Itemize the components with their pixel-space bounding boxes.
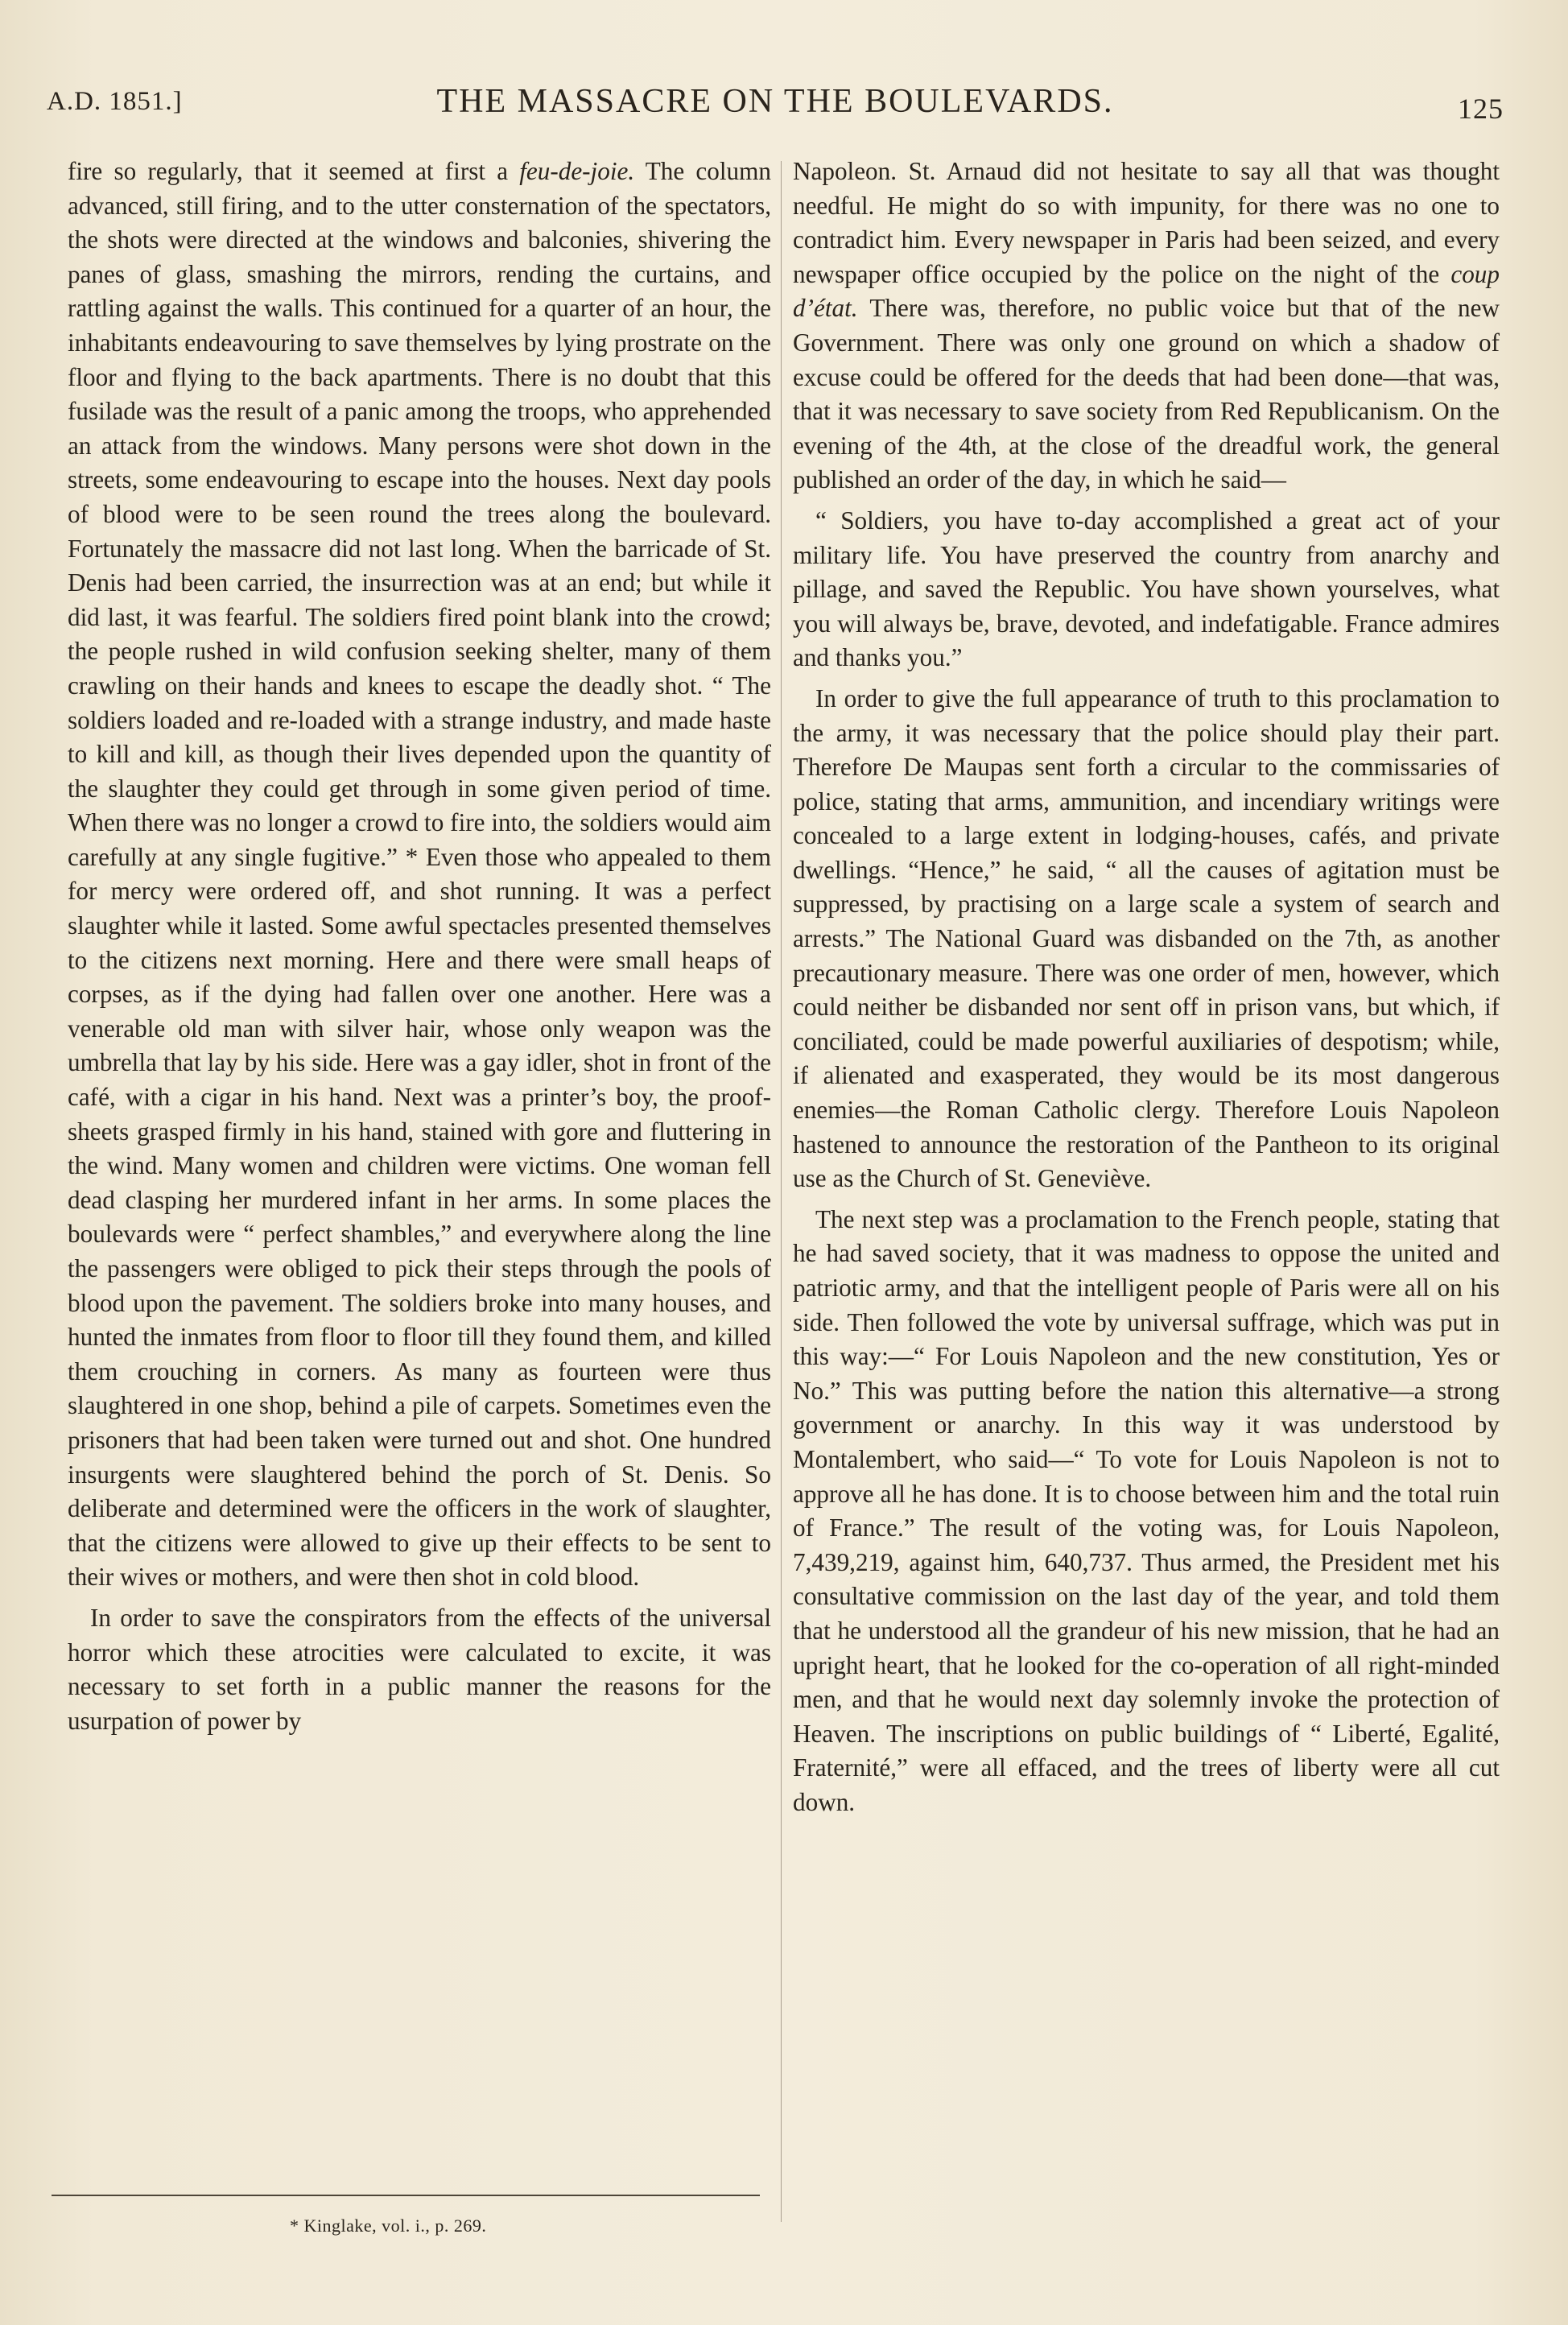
left-p1-text-b: The column advanced, still firing, and to the utter consternation of the spectators, the shots were directed at the windows and balconies, shivering the panes of glass, smashing the mirrors, rending the curtains, and rattling against the walls. This continued for a quarter of an hour, the inhabitants endeavouring to save themselves by lying prostrate on the floor and flying to the back apartments. There is no doubt that this fusilade was the result of a panic among the troops, who apprehended an attack from the windows. Many persons were shot down in the streets, some endeavouring to escape into the houses. Next day pools of blood were to be seen round the trees along the boulevard. Fortunately the massacre did not last long. When the barricade of St. Denis had been carried, the insurrection was at an end; but while it did last, it was fearful. The soldiers fired point blank into the crowd; the people rushed in wild confusion seeking shelter, many of them crawling on their hands and knees to escape the deadly shot. “ The soldiers loaded and re-loaded with a strange industry, and made haste to kill and kill, as though their lives depended upon the quantity of the slaughter they could get through in some given period of time. When there was no longer a crowd to fire into, the soldiers would aim carefully at any single fugitive.” * Even those who appealed to them for mercy were ordered off, and shot running. It was a perfect slaughter while it lasted. Some awful spectacles presented themselves to the citizens next morning. Here and there were small heaps of corpses, as if the dying had fallen over one another. Here was a venerable old man with silver hair, whose only weapon was the umbrella that lay by his side. Here was a gay idler, shot in front of the café, with a cigar in his hand. Next was a printer’s boy, the proof-sheets grasped firmly in his hand, stained with gore and fluttering in the wind. Many women and children were victims. One woman fell dead clasping her murdered infant in her arms. In some places the boulevards were “ perfect shambles,” and everywhere along the line the passengers were obliged to pick their steps through the pools of blood upon the pavement. The soldiers broke into many houses, and hunted the inmates from floor to floor till they found them, and killed them crouching in corners. As many as fourteen were thus slaughtered in one shop, behind a pile of carpets. Sometimes even the prisoners that had been taken were turned out and shot. One hundred insurgents were slaughtered behind the porch of St. Denis. So deliberate and determined were the officers in the work of slaughter, that the citizens were allowed to give up their effects to be sent to their wives or mothers, and were then shot in cold blood.: [68, 157, 771, 1592]
header-date: A.D. 1851.]: [47, 87, 183, 116]
left-paragraph-2: In order to save the conspirators from the effects of the universal horror which these atrocities were calculated to excite, it was necessary to set forth in a public manner the reasons for the usurpation of power by: [68, 1603, 771, 1735]
page-title: THE MASSACRE ON THE BOULEVARDS.: [436, 83, 1114, 120]
right-p1-text-a: Napoleon. St. Arnaud did not hesitate to say all that was thought needful. He might do so with impunity, for there was no one to contradict him. Every newspaper in Paris had been seized, and every newspaper office occupied by the police on the night of the: [793, 157, 1500, 288]
footnote: * Kinglake, vol. i., p. 269.: [290, 2216, 487, 2236]
right-p1-text-b: There was, therefore, no public voice but that of the new Government. There was only one ground on which a shadow of excuse could be offered for the deeds that had been done—that was, that it was necessary to save society from Red Republicanism. On the evening of the 4th, at the close of the dreadful work, the general published an order of the day, in which he said—: [793, 294, 1500, 494]
right-column: [793, 155, 1500, 1820]
page-number: 125: [1458, 93, 1504, 125]
column-divider: [781, 161, 782, 2222]
left-paragraph-1: [68, 155, 771, 1595]
right-paragraph-1: [793, 155, 1500, 498]
right-paragraph-2-quote: “ Soldiers, you have to-day accomplished a great act of your military life. You have preserved the country from anarchy and pillage, and saved the Republic. You have shown yourselves, what you will always be, brave, devoted, and indefatigable. France admires and thanks you.”: [793, 506, 1500, 672]
footnote-rule: [52, 2195, 760, 2196]
left-column: [68, 155, 771, 1738]
right-paragraph-3: In order to give the full appearance of truth to this proclamation to the army, it was necessary that the police should play their part. Therefore De Maupas sent forth a circular to the commissaries of police, stating that arms, ammunition, and incendiary writings were concealed to a large extent in lodging-houses, cafés, and private dwellings. “Hence,” he said, “ all the causes of agitation must be suppressed, by practising on a large scale a system of search and arrests.” The National Guard was disbanded on the 7th, as another precautionary measure. There was one order of men, however, which could neither be disbanded nor sent off in prison vans, but which, if conciliated, could be made powerful auxiliaries of despotism; while, if alienated and exasperated, they would be its most dangerous enemies—the Roman Catholic clergy. Therefore Louis Napoleon hastened to announce the restoration of the Pantheon to its original use as the Church of St. Geneviève.: [793, 683, 1500, 1193]
running-header: [47, 77, 1504, 134]
left-p1-text-a: fire so regularly, that it seemed at first a: [68, 157, 520, 185]
left-p1-italic: feu-de-joie.: [519, 157, 635, 185]
right-p1-italic: coup d’état.: [793, 259, 1500, 323]
right-paragraph-4: The next step was a proclamation to the French people, stating that he had saved society, that it was madness to oppose the united and patriotic army, and that the intelligent people of Paris were all on his side. Then followed the vote by universal suffrage, which was put in this way:—“ For Louis Napoleon and the new constitution, Yes or No.” This was putting before the nation this alternative—a strong government or anarchy. In this way it was understood by Montalembert, who said—“ To vote for Louis Napoleon is not to approve all he has done. It is to choose between him and the total ruin of France.” The result of the voting was, for Louis Napoleon, 7,439,219, against him, 640,737. Thus armed, the President met his consultative commission on the last day of the year, and told them that he understood all the grandeur of his new mission, that he had an upright heart, that he looked for the co-operation of all right-minded men, and that he would next day solemnly invoke the protection of Heaven. The inscriptions on public buildings of “ Liberté, Egalité, Fraternité,” were all effaced, and the trees of liberty were all cut down.: [793, 1204, 1500, 1816]
